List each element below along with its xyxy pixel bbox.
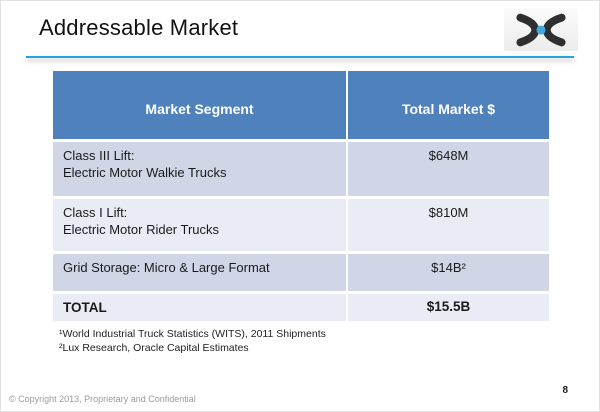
footnotes (59, 328, 326, 355)
table-row-grid-storage (53, 254, 549, 291)
value-cell: $648M (348, 142, 549, 196)
logo-dot-icon (536, 25, 545, 34)
segment-cell (53, 142, 346, 196)
segment-cell (53, 254, 346, 291)
company-logo (504, 8, 578, 51)
logo-left-bracket-icon (520, 17, 535, 42)
table-header-row (53, 71, 549, 139)
logo-right-bracket-icon (547, 17, 562, 42)
segment-line-1: Class I Lift: (63, 205, 128, 220)
footnote-wits: ¹World Industrial Truck Statistics (WITS), 2011 Shipments (59, 328, 326, 340)
header-cell-market-segment: Market Segment (53, 71, 346, 139)
segment-line-1: Class III Lift: (63, 148, 135, 163)
table-row-class-i-lift (53, 199, 549, 251)
copyright-text: © Copyright 2013, Proprietary and Confidential (9, 394, 196, 404)
header-cell-total-market: Total Market $ (348, 71, 549, 139)
title-underline (26, 56, 574, 58)
value-cell: $15.5B (348, 294, 549, 321)
value-cell: $810M (348, 199, 549, 251)
company-logo-icon (507, 11, 575, 49)
table-row-class-iii-lift (53, 142, 549, 196)
table-row-total (53, 294, 549, 321)
segment-cell (53, 199, 346, 251)
segment-line-2: Electric Motor Rider Trucks (63, 222, 220, 237)
segment-line-2: Electric Motor Walkie Trucks (63, 165, 227, 180)
segment-line-1: Grid Storage: Micro & Large Format (63, 260, 270, 275)
segment-cell: TOTAL (53, 294, 346, 321)
page-title: Addressable Market (39, 15, 239, 40)
market-table (53, 71, 549, 321)
value-cell: $14B² (348, 254, 549, 291)
footnote-lux: ²Lux Research, Oracle Capital Estimates (59, 341, 249, 354)
page-number: 8 (562, 385, 568, 396)
